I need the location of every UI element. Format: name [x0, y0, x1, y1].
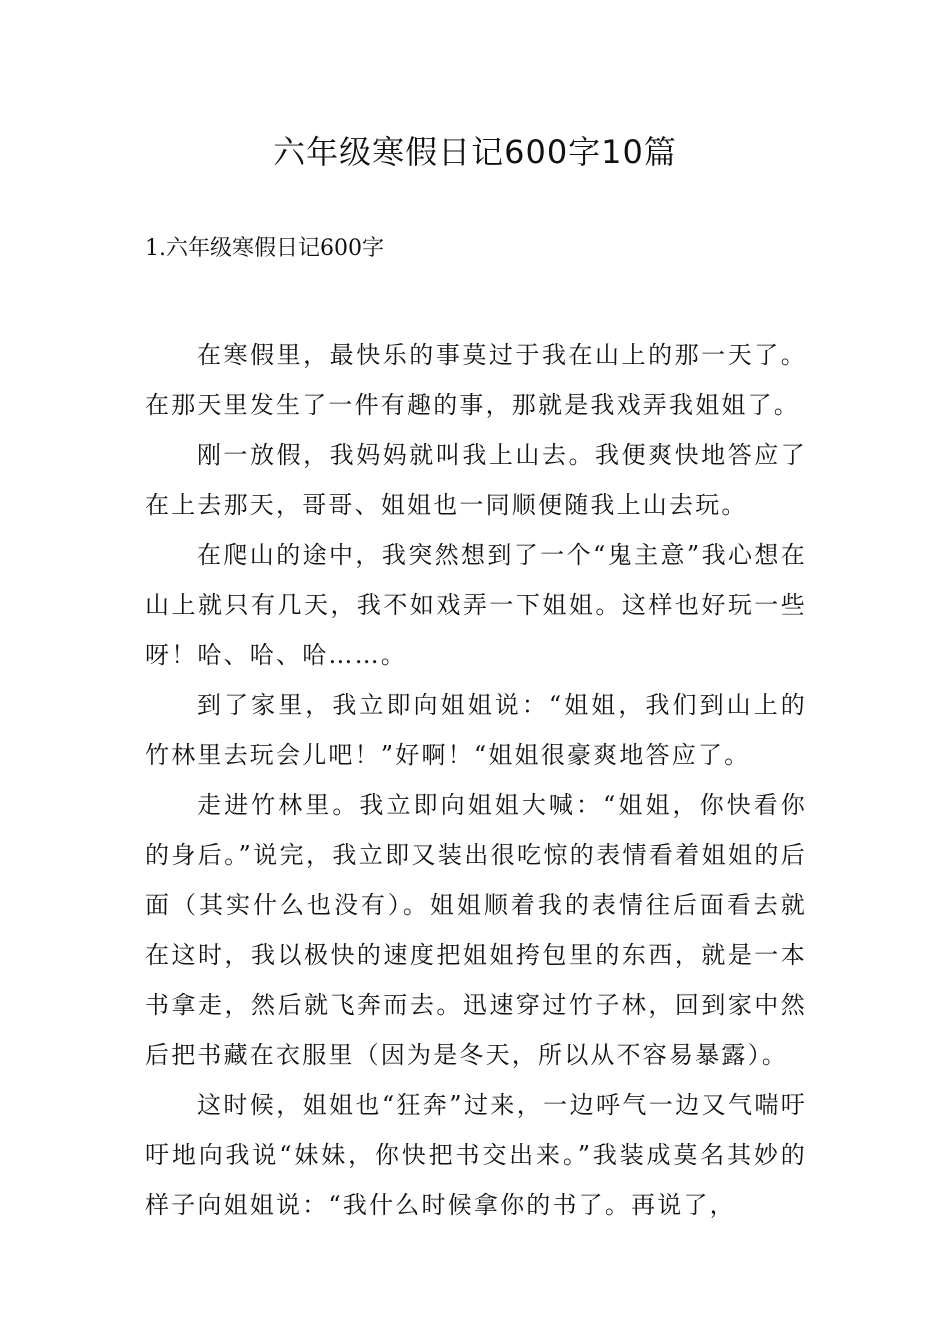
paragraph: 在爬山的途中，我突然想到了一个“鬼主意”我心想在山上就只有几天，我不如戏弄一下姐姐。这样也好玩一些呀！哈、哈、哈……。 — [145, 541, 807, 669]
paragraph: 在寒假里，最快乐的事莫过于我在山上的那一天了。在那天里发生了一件有趣的事，那就是我戏弄我姐姐了。 — [145, 341, 807, 419]
section-heading: 1.六年级寒假日记600字 — [145, 236, 384, 261]
document-title: 六年级寒假日记600字10篇 — [273, 133, 677, 171]
paragraph: 刚一放假，我妈妈就叫我上山去。我便爽快地答应了在上去那天，哥哥、姐姐也一同顺便随我上山去玩。 — [145, 441, 807, 519]
paragraph: 到了家里，我立即向姐姐说：“姐姐，我们到山上的竹林里去玩会儿吧！”好啊！“姐姐很豪爽地答应了。 — [145, 691, 807, 769]
article-body — [145, 330, 807, 1230]
paragraph: 这时候，姐姐也“狂奔”过来，一边呼气一边又气喘吁吁地向我说“妹妹，你快把书交出来。”我装成莫名其妙的样子向姐姐说：“我什么时候拿你的书了。再说了， — [145, 1091, 807, 1219]
paragraph: 走进竹林里。我立即向姐姐大喊：“姐姐，你快看你的身后。”说完，我立即又装出很吃惊的表情看着姐姐的后面（其实什么也没有）。姐姐顺着我的表情往后面看去就在这时，我以极快的速度把姐姐挎包里的东西，就是一本书拿走，然后就飞奔而去。迅速穿过竹子林，回到家中然后把书藏在衣服里（因为是冬天，所以从不容易暴露）。 — [145, 791, 807, 1069]
